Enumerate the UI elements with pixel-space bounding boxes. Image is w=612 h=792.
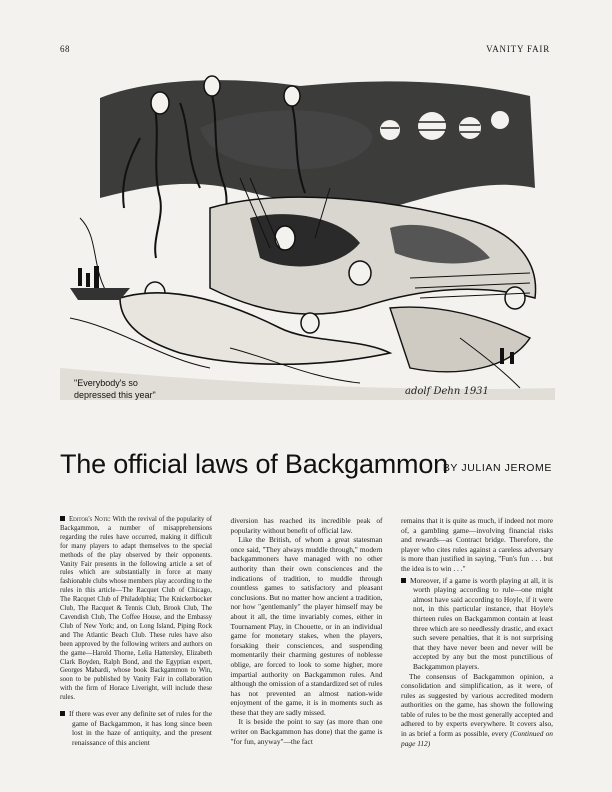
body-paragraph: Like the British, of whom a great statesman once said, "They always muddle through," modern backgammoners have managed with no other authority than their own consciences and the indications of tradition, to muddle through countless games to satisfactory and pleasant conclusions. But no matter how ancient a tradition, nor how "gentlemanly" the player himself may be about it all, the time invariably comes, either in Tournament Play, in Chouette, or in an individual game for monetary stakes, when the players, forsaking their consciences, and suspending momentarily their charming gestures of noblesse oblige, are forced to look to some higher, more impartial authority on Backgammon rules. And although the omission of a standardized set of rules has not prevented an almost nation-wide enjoyment of the game, it is in moments such as these that they are sadly missed. [230, 535, 383, 717]
body-text: Moreover, if a game is worth playing at all, it is worth playing according to rule—one might almost have said according to Hoyle, if it were not, in this particular instance, that Hoyle's thirteen rules on Backgammon contain at least three which are so needlessly drastic, and exact such severe penalties, that it is not surprising that they have never been and never will be accepted by any but the most punctilious of Backgammon players. [410, 575, 553, 671]
editor-note-text: With the revival of the popularity of Backgammon, a number of misapprehensions regarding the rules have occurred, making it difficult for many players to adapt themselves to the special methods of the play observed by their opponents. Vanity Fair presents in the following article a set of rules which are substantially in force at many fashionable clubs whose members play according to the rules in this article—The Racquet Club of Chicago, The Racquet Club of Philadelphia; The Knickerbocker Club, The Racquet & Tennis Club, Brook Club, The Cavendish Club, The Coffee House, and the Embassy Club of New York; and, on Long Island, Piping Rock and The Atlantic Beach Club. These rules have also been approved by the following writers and authors on the game—Harold Thorne, Lelia Hattersley, Elizabeth Clark Boyden, Ralph Bond, and the Egyptian expert, Georges Mabardi, whose book Backgammon to Win, soon to be published by Vanity Fair in collaboration with the firm of Horace Liveright, will include these rules. [60, 516, 212, 702]
body-paragraph [401, 672, 553, 749]
body-paragraph [60, 709, 212, 747]
continued-note: (Continued on page 112) [401, 729, 553, 748]
article-body [60, 516, 553, 774]
editor-note-label: Editor's Note: [69, 516, 111, 523]
article-illustration [60, 68, 555, 400]
body-text: The consensus of Backgammon opinion, a consolidation and simplification, as it were, of rules as suggested by various accredited modern authorities on the game, has shown the following table of rules to be the most generally accepted and adhered to by experts everywhere. It covers also, in as brief a form as possible, every [401, 671, 553, 739]
magazine-name: VANITY FAIR [486, 44, 550, 54]
column-2 [231, 516, 383, 774]
column-3 [401, 516, 553, 774]
illustration-icon [60, 68, 555, 400]
body-paragraph: diversion has reached its incredible peak of popularity without benefit of official law. [230, 516, 383, 535]
article-title: The official laws of Backgammon [60, 449, 448, 479]
editor-note [60, 516, 212, 703]
caption-line: "Everybody's so [74, 378, 138, 388]
illustration-caption [74, 377, 156, 401]
bullet-icon [401, 578, 406, 583]
bullet-icon [60, 711, 65, 716]
caption-line: depressed this year" [74, 390, 156, 400]
page-number: 68 [60, 44, 70, 54]
body-paragraph: remains that it is quite as much, if indeed not more of, a gambling game—involving financial risks and rewards—as Contract bridge. Therefore, the player who cites rules against a careless adversary is more than justified in saying, "Fun's fun . . . but the idea is to win . . ." [401, 516, 553, 573]
bullet-icon [60, 516, 65, 521]
artist-signature: adolf Dehn 1931 [405, 386, 489, 397]
column-1 [60, 516, 212, 774]
body-text: If there was ever any definite set of rules for the game of Backgammon, it has long since been lost in the haze of antiquity, and the present renaissance of this ancient [69, 709, 212, 747]
article-byline: BY JULIAN JEROME [442, 462, 552, 474]
body-paragraph: It is beside the point to say (as more than one writer on Backgammon has done) that the game is "for fun, anyway"—the fact [230, 717, 383, 746]
body-paragraph [401, 576, 553, 672]
